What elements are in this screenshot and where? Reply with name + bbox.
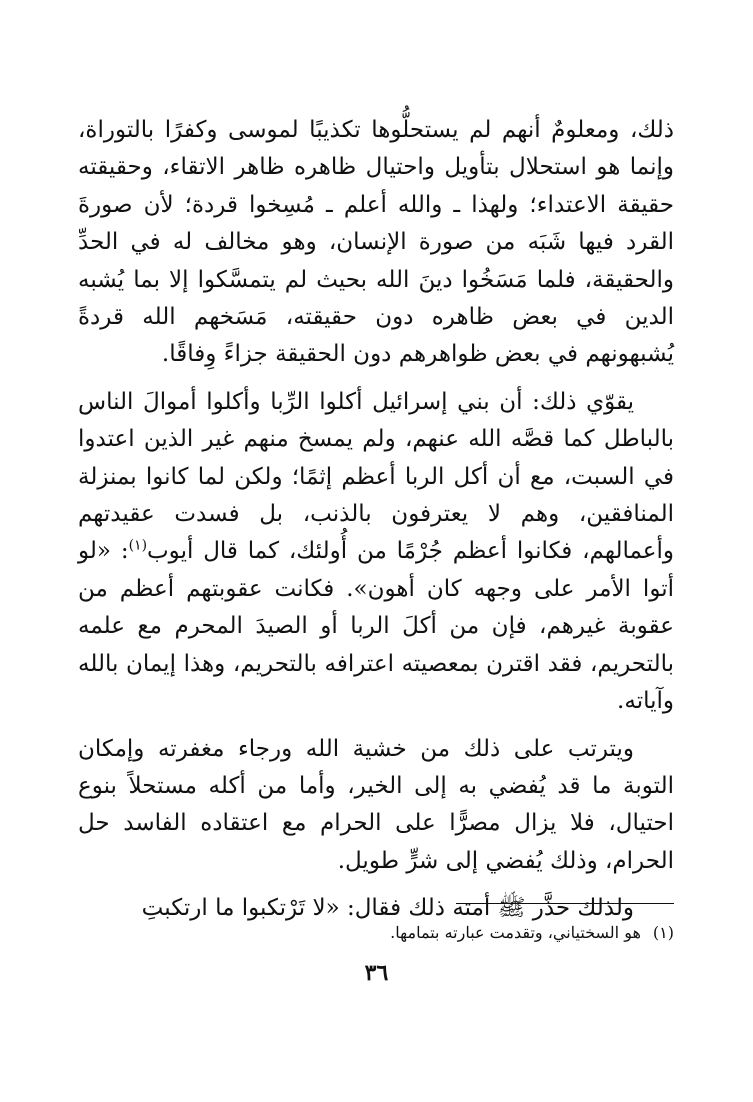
paragraph-2-part-1: يقوّي ذلك: أن بني إسرائيل أكلوا الرِّبا وأكلوا أموالَ الناس بالباطل كما قصَّه الله عنهم، ولم يمسخ منهم غير الذين اعتدوا في السبت، مع أن أكل الربا أعظم إثمًا؛ ولكن لما كانوا بمنزلة المنافقين، وهم لا يعترفون بالذنب، بل فسدت عقيدتهم وأعمالهم، فكانوا أعظم جُرْمًا من أُولئك، كما قال أيوب — [78, 388, 674, 565]
footnote-text: هو السختياني، وتقدمت عبارته بتمامها. — [390, 923, 641, 942]
paragraph-1: ذلك، ومعلومٌ أنهم لم يستحلُّوها تكذيبًا لموسى وكفرًا بالتوراة، وإنما هو استحلال بتأويل واحتيال ظاهره ظاهر الاتقاء، وحقيقته حقيقة الاعتداء؛ ولهذا ـ والله أعلم ـ مُسِخوا قردة؛ لأن صورةَ القرد فيها شَبَه من صورة الإنسان، وهو مخالف له في الحدِّ والحقيقة، فلما مَسَخُوا دينَ الله بحيث لم يتمسَّكوا إلا بما يُشبه الدين في بعض ظاهره دون حقيقته، مَسَخهم الله قردةً يُشبهونهم في بعض ظواهرهم دون الحقيقة جزاءً وِفاقًا. — [78, 117, 674, 368]
paragraph-3: ويترتب على ذلك من خشية الله ورجاء مغفرته وإمكان التوبة ما قد يُفضي به إلى الخير، وأما من أكله مستحلاً بنوع احتيال، فلا يزال مصرًّا على الحرام مع اعتقاده الفاسد حل الحرام، وذلك يُفضي إلى شرٍّ طويل. — [78, 735, 674, 874]
footnote-reference[interactable]: (١) — [128, 537, 148, 554]
paragraph-2-part-2: : «لو أتوا الأمر على وجهه كان أهون». فكانت عقوبتهم أعظم من عقوبة غيرهم، فإن من أكلَ الربا أو الصيدَ المحرم مع علمه بالتحريم، فقد اقترن بمعصيته اعترافه بالتحريم، وهذا إيمان بالله وآياته. — [78, 538, 674, 715]
footnote-divider — [456, 903, 674, 904]
paragraph-4: ولذلك حذَّر ﷺ أمته ذلك فقال: «لا تَرْتكبوا ما ارتكبتِ — [141, 895, 634, 922]
main-text — [78, 112, 674, 928]
paragraph-2 — [78, 384, 674, 721]
footnote-number: (١) — [652, 923, 674, 942]
page-number: ٣٦ — [364, 960, 389, 986]
footnote — [78, 920, 674, 946]
